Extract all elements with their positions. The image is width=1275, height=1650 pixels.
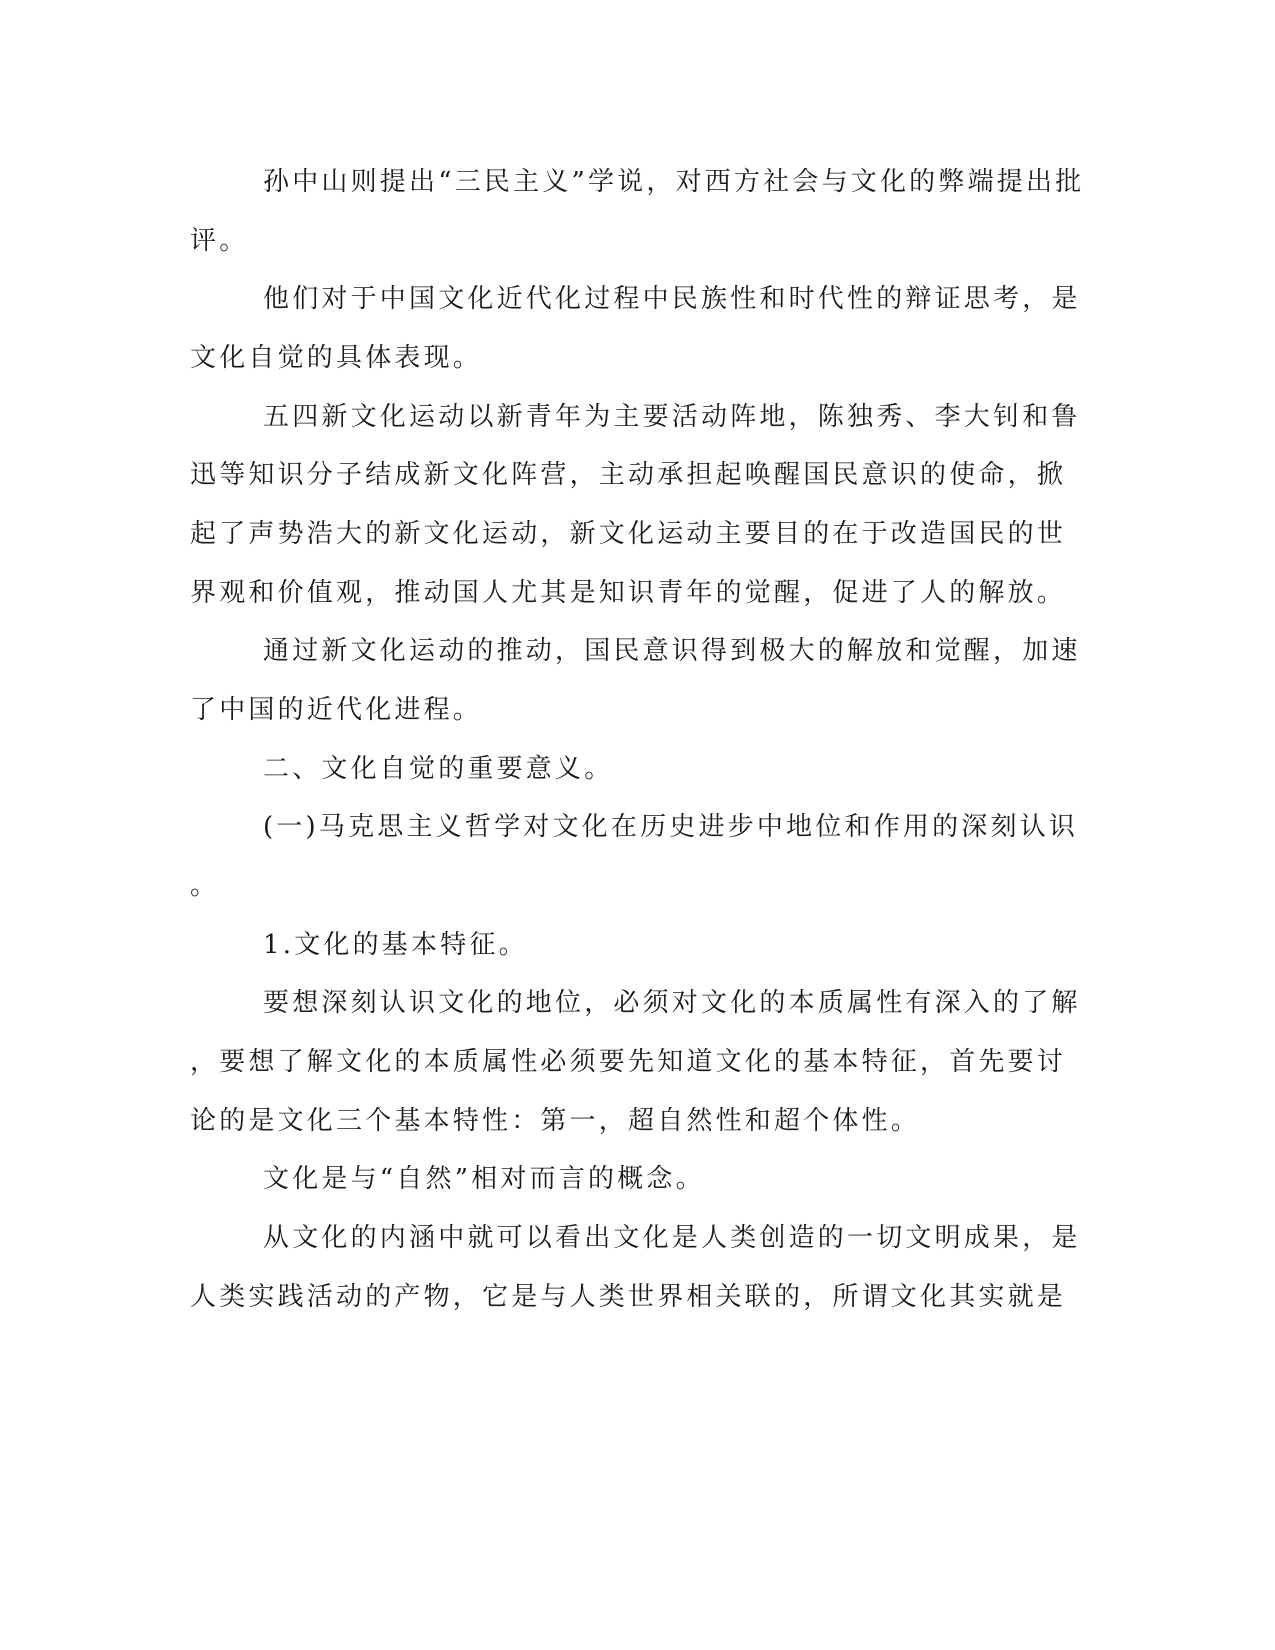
paragraph-line: 文化是与“自然”相对而言的概念。 — [263, 1164, 705, 1194]
paragraph-line: 。 — [190, 871, 220, 901]
paragraph-line: 文化自觉的具体表现。 — [190, 343, 483, 373]
subsection-heading: (一)马克思主义哲学对文化在历史进步中地位和作用的深刻认识 — [263, 812, 1079, 842]
paragraph-line: 五四新文化运动以新青年为主要活动阵地，陈独秀、李大钊和鲁 — [263, 402, 1081, 432]
paragraph-line: 要想深刻认识文化的地位，必须对文化的本质属性有深入的了解 — [263, 988, 1081, 1018]
section-heading: 二、文化自觉的重要意义。 — [263, 754, 614, 784]
paragraph-line: ，要想了解文化的本质属性必须要先知道文化的基本特征，首先要讨 — [190, 1047, 1067, 1077]
paragraph-line: 界观和价值观，推动国人尤其是知识青年的觉醒，促进了人的解放。 — [190, 578, 1067, 608]
paragraph-line: 起了声势浩大的新文化运动，新文化运动主要目的在于改造国民的世 — [190, 519, 1067, 549]
paragraph-line: 孙中山则提出“三民主义”学说，对西方社会与文化的弊端提出批 — [263, 167, 1085, 197]
paragraph-line: 了中国的近代化进程。 — [190, 695, 483, 725]
paragraph-line: 通过新文化运动的推动，国民意识得到极大的解放和觉醒，加速 — [263, 636, 1081, 666]
paragraph-line: 他们对于中国文化近代化过程中民族性和时代性的辩证思考，是 — [263, 284, 1081, 314]
paragraph-line: 人类实践活动的产物，它是与人类世界相关联的，所谓文化其实就是 — [190, 1282, 1067, 1312]
paragraph-line: 论的是文化三个基本特性：第一，超自然性和超个体性。 — [190, 1106, 921, 1136]
paragraph-line: 从文化的内涵中就可以看出文化是人类创造的一切文明成果，是 — [263, 1223, 1081, 1253]
paragraph-line: 评。 — [190, 226, 249, 256]
subsection-heading: 1.文化的基本特征。 — [263, 930, 528, 960]
paragraph-line: 迅等知识分子结成新文化阵营，主动承担起唤醒国民意识的使命，掀 — [190, 460, 1067, 490]
